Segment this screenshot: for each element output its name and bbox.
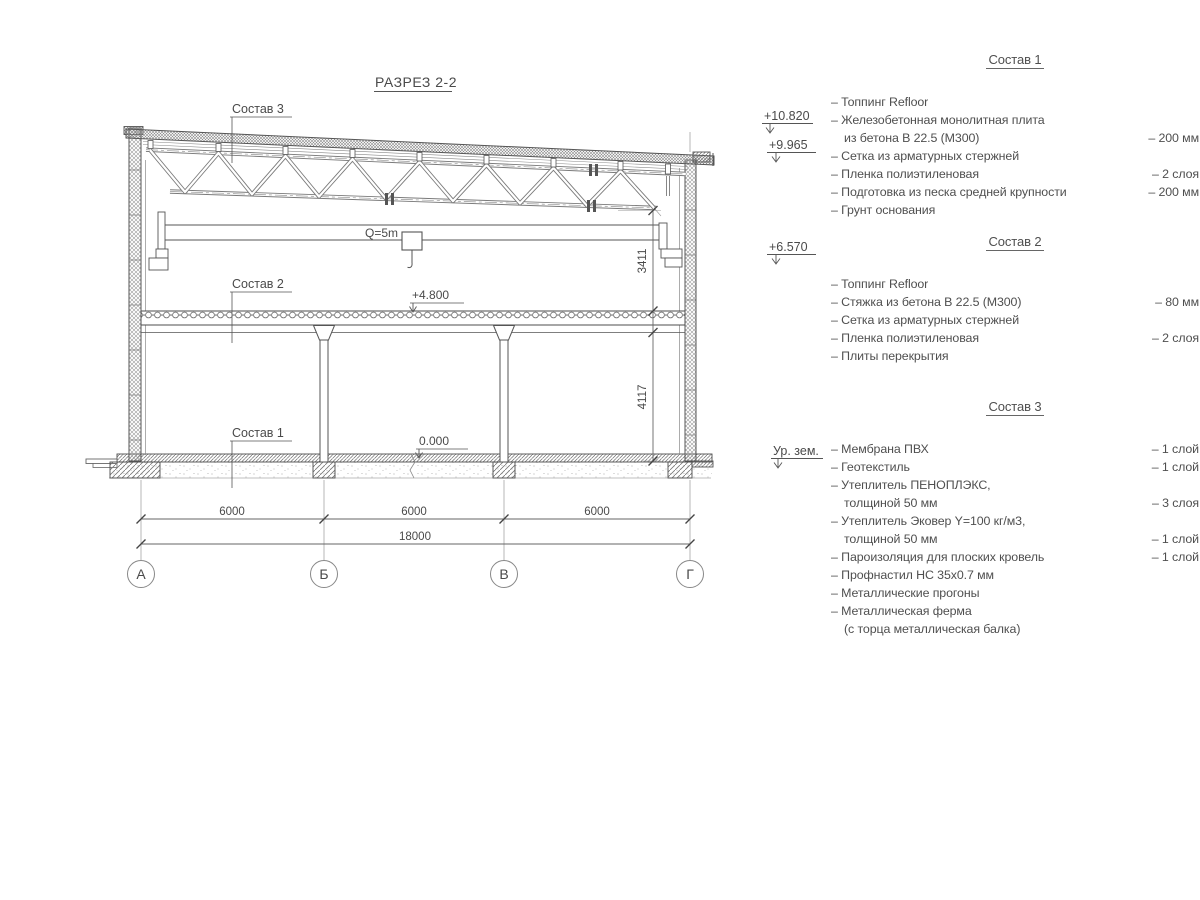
dimension-lines [137, 506, 695, 549]
crane-bracket-left [149, 212, 168, 270]
svg-text:Ур. зем.: Ур. зем. [773, 444, 819, 458]
drawing-title [374, 74, 457, 92]
crane-trolley [402, 232, 422, 250]
layer-row: – Грунт основания [831, 203, 936, 217]
footing-a [110, 462, 160, 478]
columns [314, 326, 515, 463]
axis-markers [128, 561, 704, 588]
layer-row: – Профнастил НС 35х0.7 мм [831, 568, 994, 582]
svg-text:+6.570: +6.570 [769, 240, 808, 254]
layer-row: толщиной 50 мм – 3 слоя [844, 496, 1199, 510]
crane-bracket-right [659, 223, 682, 267]
layer-row: – Утеплитель Эковер Y=100 кг/м3, [831, 514, 1026, 528]
level-floor2: +4.800 [412, 288, 450, 302]
elevation-mark-ground [771, 444, 823, 468]
level-ground: 0.000 [419, 434, 450, 448]
elevation-marks [762, 109, 823, 468]
floor-slab [141, 311, 685, 333]
layer-row: – Сетка из арматурных стержней [831, 313, 1020, 327]
leader-comp3: Состав 3 [232, 102, 284, 116]
footing-b [313, 462, 335, 478]
elevation-arrow-icon [772, 255, 780, 264]
svg-text:+10.820: +10.820 [764, 109, 810, 123]
layer-row: – Плиты перекрытия [831, 349, 949, 363]
layer-row: – Утеплитель ПЕНОПЛЭКС, [831, 478, 991, 492]
dim-upper-height: 3411 [637, 248, 649, 274]
composition-2-title: Состав 2 [988, 234, 1042, 249]
layer-row: – Пленка полиэтиленовая – 2 слоя [831, 167, 1199, 181]
layer-row: – Пленка полиэтиленовая – 2 слоя [831, 331, 1199, 345]
elevation-arrow-icon [766, 124, 774, 133]
dim-lower-height: 4117 [637, 384, 649, 410]
layer-row: – Топпинг Refloor [831, 95, 929, 109]
composition-3-title: Состав 3 [988, 399, 1042, 414]
axis-label-g: Г [686, 566, 694, 582]
layer-row: – Железобетонная монолитная плита [831, 113, 1045, 127]
layer-row: – Сетка из арматурных стержней [831, 149, 1020, 163]
layer-row: из бетона В 22.5 (М300) – 200 мм [844, 131, 1199, 145]
composition-3-list [831, 399, 1199, 638]
layer-row: – Топпинг Refloor [831, 277, 929, 291]
roof-fascia [693, 152, 710, 162]
layer-row: толщиной 50 мм – 1 слой [844, 532, 1199, 546]
vertical-dimensions [618, 206, 661, 466]
crane-hook-icon [408, 263, 413, 268]
elevation-mark [767, 138, 816, 162]
left-wall [124, 127, 146, 462]
crane-capacity-label: Q=5m [364, 226, 398, 240]
composition-1-list [831, 52, 1199, 219]
column-b [320, 340, 328, 462]
dim-span-3: 6000 [584, 506, 610, 518]
dim-span-1: 6000 [219, 506, 245, 518]
elevation-mark [762, 109, 813, 133]
crane [149, 212, 682, 270]
composition-1-title: Состав 1 [988, 52, 1042, 67]
axis-extension-lines [141, 132, 690, 560]
elevation-arrow-icon [774, 459, 782, 468]
elevation-arrow-icon [772, 153, 780, 162]
leader-comp2: Состав 2 [232, 277, 284, 291]
dim-span-2: 6000 [401, 506, 427, 518]
layer-row: – Металлическая ферма [831, 604, 972, 618]
ground-slab [86, 454, 713, 478]
plinth-flashing-right [692, 461, 713, 467]
elevation-mark [767, 240, 816, 264]
layer-row: (с торца металлическая балка) [844, 622, 1021, 636]
column-capital-v [494, 326, 515, 341]
dim-total: 18000 [399, 531, 431, 543]
section-title: РАЗРЕЗ 2-2 [375, 74, 457, 90]
footing-g [668, 462, 692, 478]
layer-row: – Подготовка из песка средней крупности – 200 мм [831, 185, 1199, 199]
layer-row: – Пароизоляция для плоских кровель – 1 слой [831, 550, 1199, 564]
layer-row: – Металлические прогоны [831, 586, 980, 600]
axis-label-a: А [136, 566, 146, 582]
layer-row: – Мембрана ПВХ – 1 слой [831, 442, 1199, 456]
axis-label-v: В [499, 566, 509, 582]
layer-row: – Стяжка из бетона В 22.5 (М300) – 80 мм [831, 295, 1199, 309]
column-capital-b [314, 326, 335, 341]
footing-v [493, 462, 515, 478]
leader-comp1: Состав 1 [232, 426, 284, 440]
svg-text:+9.965: +9.965 [769, 138, 808, 152]
axis-label-b: Б [319, 566, 329, 582]
layer-row: – Геотекстиль – 1 слой [831, 460, 1199, 474]
column-v [500, 340, 508, 462]
composition-2-list [831, 234, 1199, 365]
